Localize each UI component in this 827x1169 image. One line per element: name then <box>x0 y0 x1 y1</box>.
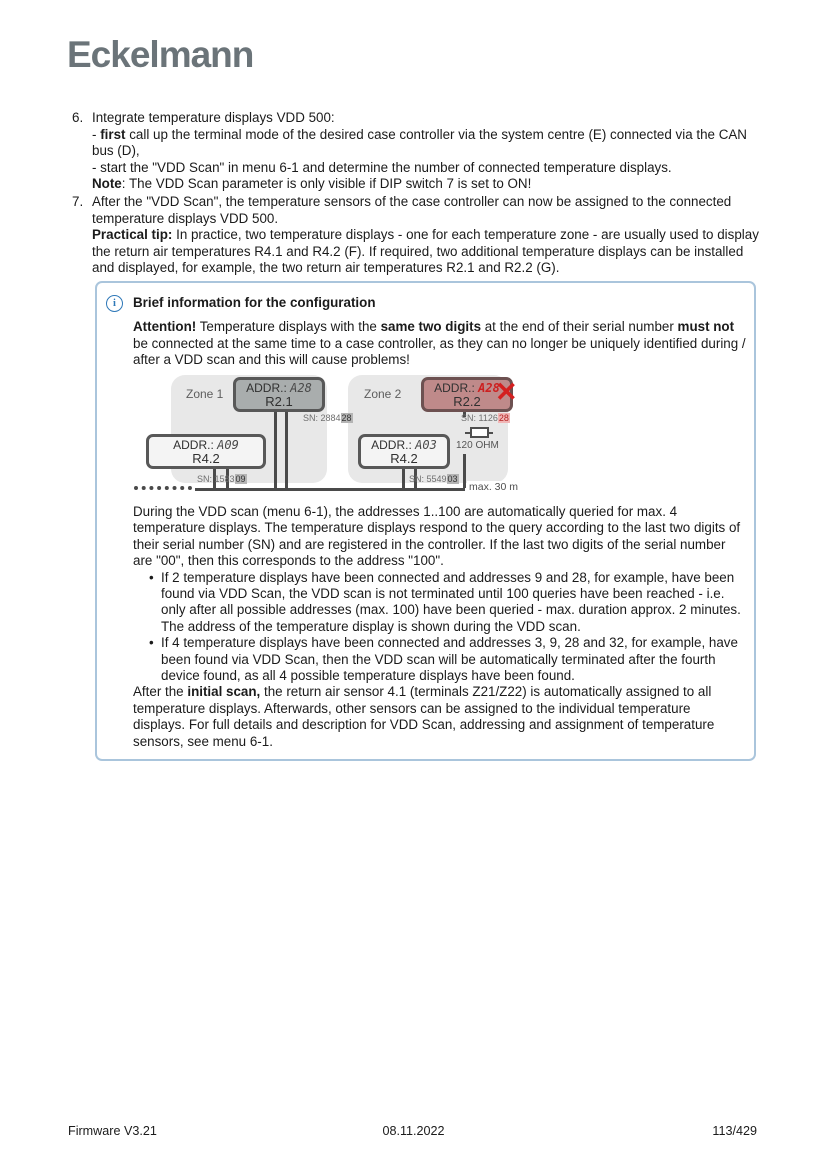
max-length-label: max. 30 m <box>469 480 519 493</box>
footer-firmware-version: Firmware V3.21 <box>68 1124 157 1138</box>
vdd-scan-paragraph: During the VDD scan (menu 6-1), the addresses 1..100 are automatically queried for max. 4 temperature displays. The temperature displays respond to the query according to the last two digits of their serial number (SN) and are registered in the controller. If the last two digits of the serial number are "00", then this corresponds to the address "100". <box>133 503 741 568</box>
can-wire <box>463 454 466 488</box>
serial-last-digits: 28 <box>341 412 352 423</box>
address-value: A28 <box>478 380 500 395</box>
bullet-list <box>133 570 746 685</box>
instruction-list <box>72 110 762 278</box>
address-value: A28 <box>290 380 312 395</box>
resistor-lead <box>489 432 494 434</box>
display-name: R4.2 <box>390 450 418 466</box>
can-wire <box>285 411 288 488</box>
address-value: A09 <box>217 437 239 452</box>
zone1-label: Zone 1 <box>186 386 224 401</box>
display-r42-zone1 <box>146 434 266 469</box>
error-cross-icon: ✕ <box>495 376 518 407</box>
serial-last-digits-conflict: 28 <box>498 412 509 423</box>
serial-last-digits: 03 <box>447 473 458 484</box>
attention-paragraph: Attention! Temperature displays with the same two digits at the end of their serial number must not be connected at the same time to a case controller, as they can no longer be uniquely identified during / after a VDD scan and this will cause problems! <box>133 319 746 367</box>
display-address-line: ADDR.: A28 <box>434 380 500 395</box>
display-address-line: ADDR.: A28 <box>246 380 312 395</box>
display-name: R2.2 <box>453 393 481 409</box>
wiring-diagram <box>133 374 525 502</box>
bullet-item: • If 2 temperature displays have been connected and addresses 9 and 28, for example, have been found via VDD Scan, the VDD scan is not terminated until 100 queries have been reached - i.e. only after all possible addresses (max. 100) have been queried - max. duration approx. 2 minutes. The address of the temperature display is shown during the VDD scan. <box>161 570 746 636</box>
serial-number-label: SN: 554903 <box>409 473 458 484</box>
terminating-resistor-icon <box>465 428 493 438</box>
brief-information-box <box>95 281 756 761</box>
list-item-body <box>92 110 762 193</box>
paragraph: - first call up the terminal mode of the desired case controller via the system centre (E) connected via the CAN bus (D), <box>92 126 747 159</box>
footer-page-number: 113/429 <box>712 1124 757 1138</box>
can-wire <box>402 468 405 488</box>
paragraph: Practical tip: In practice, two temperature displays - one for each temperature zone - are usually used to display the return air temperatures R4.1 and R4.2 (F). If required, two additional temperature displays can be installed and displayed, for example, the two return air temperatures R2.1 and R2.2 (G). <box>92 227 759 276</box>
paragraph: Note: The VDD Scan parameter is only visible if DIP switch 7 is set to ON! <box>92 176 532 192</box>
can-bus-dotted-line <box>134 486 192 490</box>
list-item-6 <box>72 110 762 193</box>
display-address-line: ADDR.: A03 <box>371 437 437 452</box>
box-title: Brief information for the configuration <box>133 295 376 310</box>
serial-number-label: SN: 158309 <box>197 473 246 484</box>
list-number: 6. <box>72 110 84 125</box>
bullet-item: • If 4 temperature displays have been connected and addresses 3, 9, 28 and 32, for example, have been found via VDD Scan, then the VDD scan will be automatically terminated after the fourth device found, as all 4 possible temperature displays have been found. <box>161 635 746 684</box>
paragraph: After the "VDD Scan", the temperature sensors of the case controller can now be assigned to the connected temperature displays VDD 500. <box>92 193 732 226</box>
list-item-7 <box>72 194 762 277</box>
list-item-body <box>92 194 762 277</box>
initial-scan-paragraph: After the initial scan, the return air sensor 4.1 (terminals Z21/Z22) is automatically assigned to all temperature displays. Afterwards, other sensors can be assigned to the individual temperature displays. For full details and description for VDD Scan, addressing and assignment of temperature sensors, see menu 6-1. <box>133 684 715 749</box>
display-address-line: ADDR.: A09 <box>173 437 239 452</box>
resistor-body <box>470 427 489 438</box>
display-name: R2.1 <box>265 393 293 409</box>
serial-number-label: SN: 288428 <box>303 412 352 423</box>
can-wire <box>274 411 277 488</box>
list-number: 7. <box>72 193 84 209</box>
info-icon: i <box>106 295 123 312</box>
serial-last-digits: 09 <box>235 473 246 484</box>
can-bus-line <box>195 488 465 491</box>
paragraph: - start the "VDD Scan" in menu 6-1 and determine the number of connected temperature displays. <box>92 159 672 175</box>
display-r21 <box>233 377 325 412</box>
zone2-label: Zone 2 <box>364 386 402 401</box>
paragraph: Integrate temperature displays VDD 500: <box>92 110 335 125</box>
display-name: R4.2 <box>192 450 220 466</box>
resistor-label: 120 OHM <box>456 439 499 451</box>
display-r42-zone2 <box>358 434 450 469</box>
box-heading-row <box>113 295 746 310</box>
eckelmann-logo: Eckelmann <box>67 34 254 75</box>
address-value: A03 <box>415 437 437 452</box>
serial-number-label: SN: 112628 <box>461 412 509 423</box>
footer-date: 08.11.2022 <box>382 1124 445 1138</box>
